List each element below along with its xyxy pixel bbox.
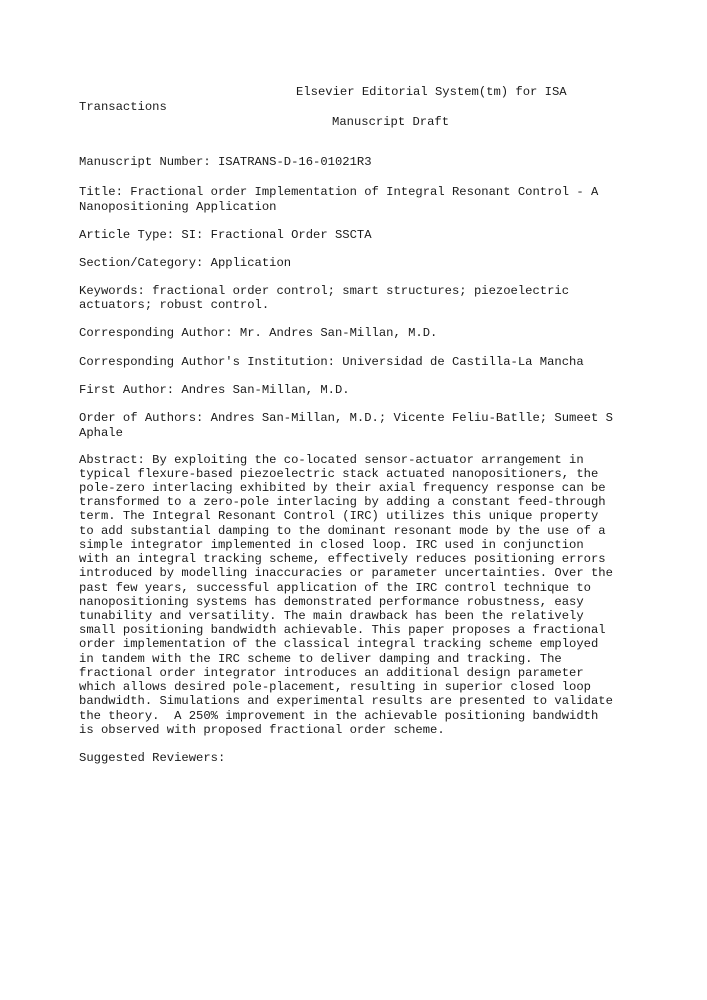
abstract-line: order implementation of the classical integral tracking scheme employed [79, 637, 599, 651]
abstract-line: fractional order integrator introduces an additional design parameter [79, 666, 584, 680]
editorial-system-title-continued: Transactions [79, 100, 167, 114]
title-line-2: Nanopositioning Application [79, 200, 277, 214]
abstract-line: introduced by modelling inaccuracies or parameter uncertainties. Over the [79, 566, 613, 580]
abstract-line: bandwidth. Simulations and experimental results are presented to validate [79, 694, 613, 708]
keywords-line-1: Keywords: fractional order control; smart structures; piezoelectric [79, 284, 570, 298]
corresponding-author: Corresponding Author: Mr. Andres San-Millan, M.D. [79, 326, 438, 340]
suggested-reviewers: Suggested Reviewers: [79, 751, 226, 765]
keywords-line-2: actuators; robust control. [79, 298, 270, 312]
abstract-line: pole-zero interlacing exhibited by their axial frequency response can be [79, 481, 606, 495]
abstract-line: Abstract: By exploiting the co-located sensor-actuator arrangement in [79, 453, 584, 467]
abstract-line: past few years, successful application of the IRC control technique to [79, 581, 591, 595]
corresponding-author-institution: Corresponding Author's Institution: Universidad de Castilla-La Mancha [79, 355, 584, 369]
abstract-line: is observed with proposed fractional order scheme. [79, 723, 445, 737]
abstract-line: typical flexure-based piezoelectric stack actuated nanopositioners, the [79, 467, 599, 481]
abstract-line: small positioning bandwidth achievable. This paper proposes a fractional [79, 623, 606, 637]
section-category: Section/Category: Application [79, 256, 292, 270]
abstract-line: with an integral tracking scheme, effectively reduces positioning errors [79, 552, 606, 566]
abstract-line: in tandem with the IRC scheme to deliver damping and tracking. The [79, 652, 562, 666]
abstract-line: the theory. A 250% improvement in the achievable positioning bandwidth [79, 709, 599, 723]
editorial-system-title: Elsevier Editorial System(tm) for ISA [296, 85, 567, 99]
abstract-line: which allows desired pole-placement, resulting in superior closed loop [79, 680, 591, 694]
order-of-authors-line-1: Order of Authors: Andres San-Millan, M.D.; Vicente Feliu-Batlle; Sumeet S [79, 411, 613, 425]
abstract-line: tunability and versatility. The main drawback has been the relatively [79, 609, 584, 623]
abstract-line: simple integrator implemented in closed loop. IRC used in conjunction [79, 538, 584, 552]
abstract-line: nanopositioning systems has demonstrated performance robustness, easy [79, 595, 584, 609]
abstract-line: term. The Integral Resonant Control (IRC) utilizes this unique property [79, 509, 599, 523]
order-of-authors-line-2: Aphale [79, 426, 123, 440]
article-type: Article Type: SI: Fractional Order SSCTA [79, 228, 372, 242]
abstract-line: to add substantial damping to the dominant resonant mode by the use of a [79, 524, 606, 538]
manuscript-number: Manuscript Number: ISATRANS-D-16-01021R3 [79, 155, 372, 169]
title-line-1: Title: Fractional order Implementation of Integral Resonant Control - A [79, 185, 599, 199]
manuscript-draft-label: Manuscript Draft [332, 115, 450, 129]
first-author: First Author: Andres San-Millan, M.D. [79, 383, 350, 397]
abstract-line: transformed to a zero-pole interlacing by adding a constant feed-through [79, 495, 606, 509]
